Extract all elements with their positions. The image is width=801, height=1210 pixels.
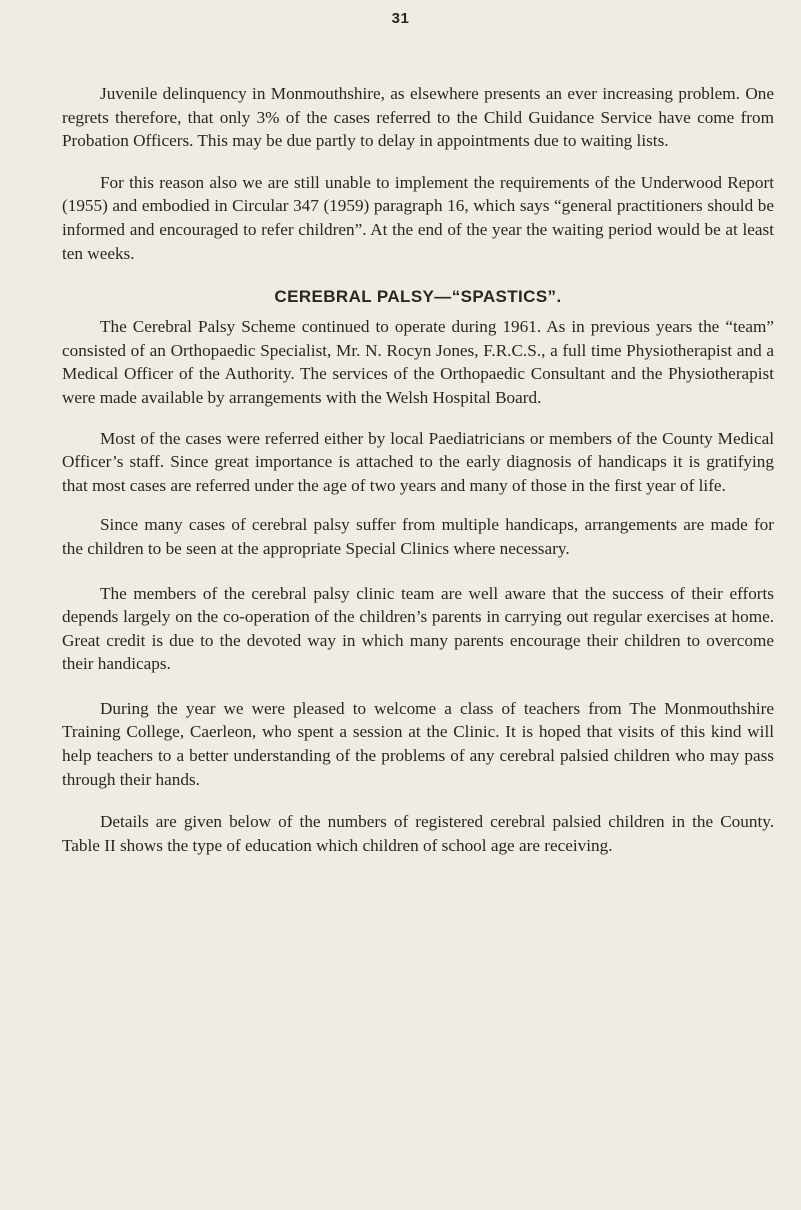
paragraph-teacher-visit: During the year we were pleased to welcome a class of teachers from The Monmouthshire Training College, Caerleon, who spent a session at the Clinic. It is hoped that visits of this kind will help teachers to a better understanding of the problems of any cerebral palsied children who may pass through their hands. bbox=[62, 698, 774, 789]
page-number: 31 bbox=[391, 10, 410, 27]
paragraph-underwood-report: For this reason also we are still unable to implement the requirements of the Underwood Report (1955) and embodied in Circular 347 (1959) paragraph 16, which says “general practitioners should be informed and encouraged to refer children”. At the end of the year the waiting period would be at least ten weeks. bbox=[62, 172, 774, 263]
paragraph-multiple-handicaps: Since many cases of cerebral palsy suffer from multiple handicaps, arrangements are made for the children to be seen at the appropriate Special Clinics where necessary. bbox=[62, 515, 774, 558]
paragraph-cerebral-palsy-scheme: The Cerebral Palsy Scheme continued to operate during 1961. As in previous years the “team” consisted of an Orthopaedic Specialist, Mr. N. Rocyn Jones, F.R.C.S., a full time Physiotherapist and a Medical Officer of the Authority. The services of the Orthopaedic Consultant and the Physiotherapist were made available by arrangements with the Welsh Hospital Board. bbox=[62, 317, 774, 407]
paragraph-registered-children: Details are given below of the numbers of registered cerebral palsied children in the County. Table II shows the type of education which children of school age are receiving. bbox=[62, 812, 774, 855]
page-body bbox=[62, 52, 774, 857]
paragraph-juvenile-delinquency: Juvenile delinquency in Monmouthshire, as elsewhere presents an ever increasing problem. One regrets therefore, that only 3% of the cases referred to the Child Guidance Service have come from Probation Officers. This may be due partly to delay in appointments due to waiting lists. bbox=[62, 84, 774, 151]
paragraph-referrals: Most of the cases were referred either by local Paediatricians or members of the County Medical Officer’s staff. Since great importance is attached to the early diagnosis of handicaps it is gratifying that most cases are referred under the age of two years and many of those in the first year of life. bbox=[62, 428, 774, 495]
paragraph-parent-cooperation: The members of the cerebral palsy clinic team are well aware that the success of their efforts depends largely on the co-operation of the children’s parents in carrying out regular exercises at home. Great credit is due to the devoted way in which many parents encourage their children to overcome their handicaps. bbox=[62, 583, 774, 674]
section-heading-cerebral-palsy: CEREBRAL PALSY—“SPASTICS”. bbox=[274, 287, 562, 307]
